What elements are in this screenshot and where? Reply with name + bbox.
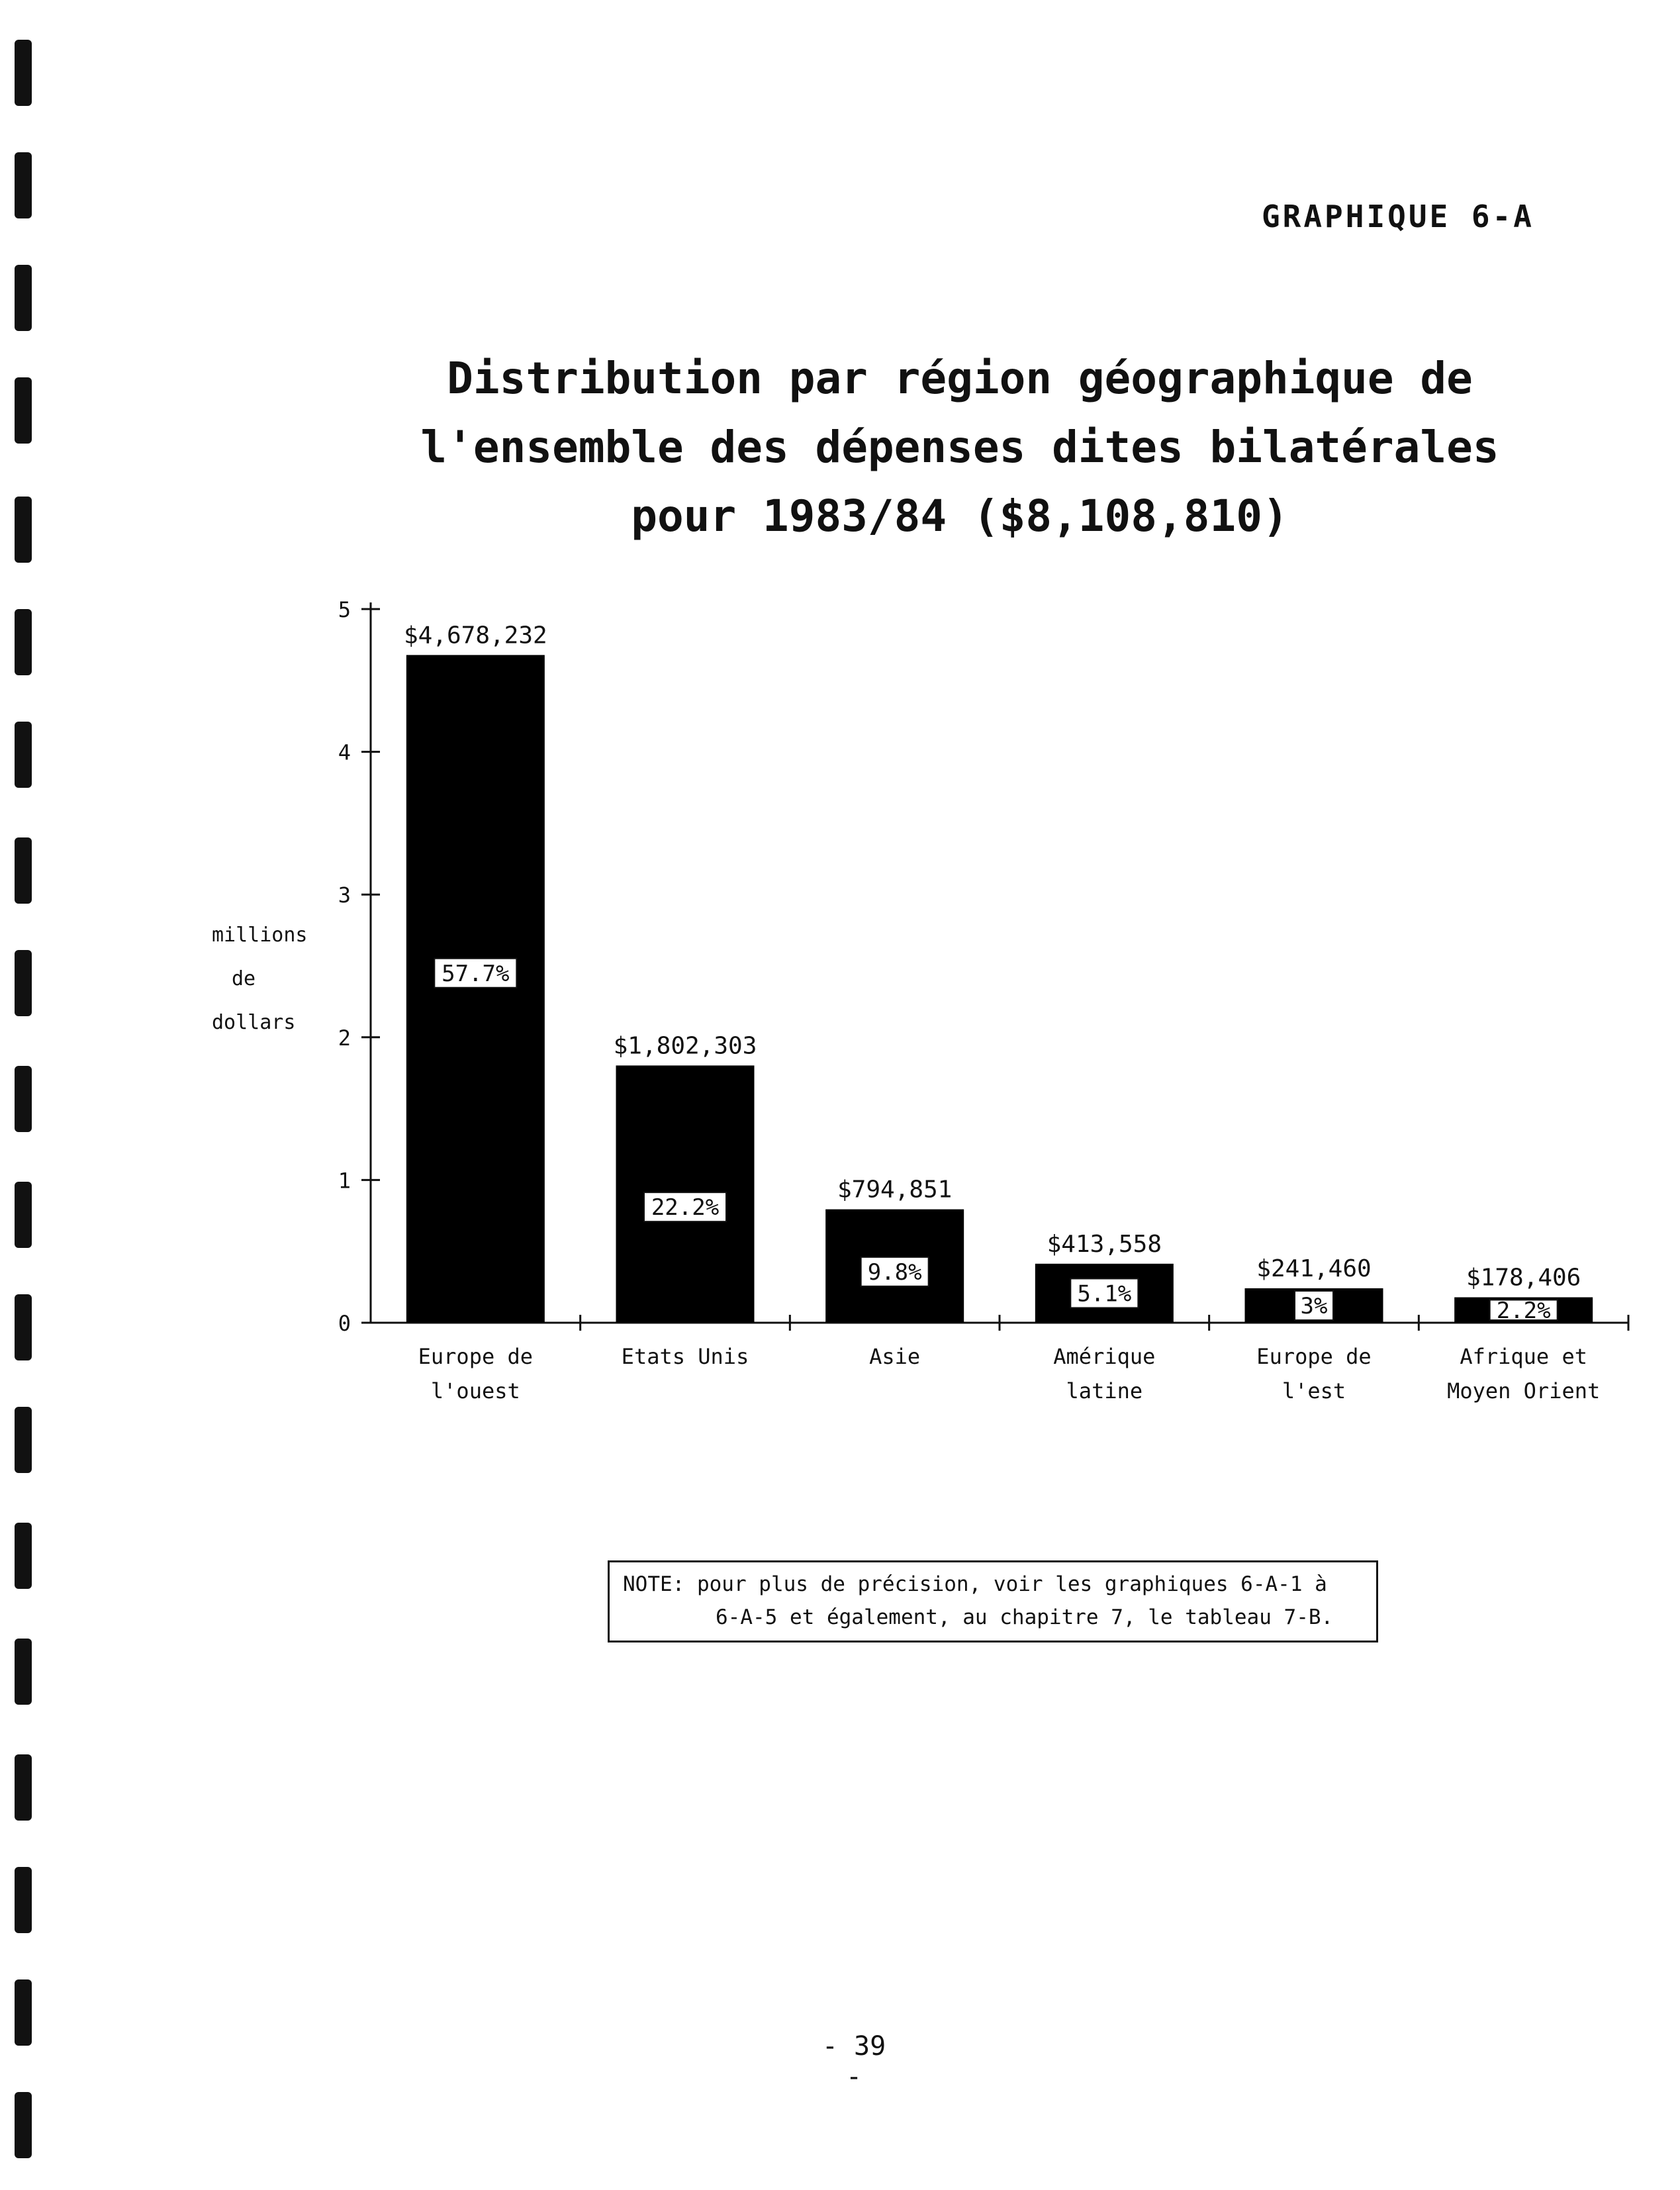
data-label: $794,851: [837, 1176, 953, 1204]
note-line-2: 6-A-5 et également, au chapitre 7, le tableau 7-B.: [716, 1605, 1334, 1629]
x-tick-label: Afrique et: [1460, 1344, 1587, 1369]
chart-title-line-3: pour 1983/84 ($8,108,810): [631, 491, 1289, 542]
percent-label: 3%: [1300, 1292, 1328, 1319]
note-line-1: NOTE: pour plus de précision, voir les graphiques 6-A-1 à: [623, 1572, 1327, 1596]
figure-label: GRAPHIQUE 6-A: [1261, 199, 1534, 234]
y-tick-label: 1: [338, 1168, 351, 1194]
data-label: $241,460: [1256, 1255, 1372, 1282]
percent-label: 22.2%: [651, 1194, 720, 1221]
chart-title-line-1: Distribution par région géographique de: [447, 353, 1473, 404]
page-number: - 39 -: [821, 2031, 886, 2092]
percent-label: 5.1%: [1077, 1280, 1132, 1308]
x-tick-label: l'ouest: [430, 1378, 520, 1404]
x-tick-label: latine: [1066, 1378, 1143, 1404]
data-label: $413,558: [1047, 1230, 1162, 1258]
y-axis-label-line-1: millions: [212, 924, 308, 947]
x-tick-label: l'est: [1282, 1378, 1346, 1404]
data-label: $1,802,303: [613, 1032, 757, 1060]
y-axis-label-line-3: dollars: [212, 1011, 296, 1034]
y-axis-label-line-2: de: [232, 967, 256, 990]
y-tick-label: 4: [338, 739, 351, 765]
x-tick-label: Asie: [869, 1344, 921, 1369]
x-tick-label: Europe de: [418, 1344, 534, 1369]
percent-label: 57.7%: [442, 960, 510, 987]
data-label: $178,406: [1466, 1264, 1581, 1292]
x-tick-label: Moyen Orient: [1447, 1378, 1601, 1404]
x-tick-label: Amérique: [1053, 1344, 1156, 1369]
y-tick-label: 2: [338, 1025, 351, 1051]
data-label: $4,678,232: [403, 622, 547, 649]
x-tick-label: Europe de: [1256, 1344, 1372, 1369]
x-tick-label: Etats Unis: [621, 1344, 749, 1369]
chart-title-line-2: l'ensemble des dépenses dites bilatérales: [420, 422, 1499, 473]
y-tick-label: 0: [338, 1311, 351, 1336]
y-tick-label: 5: [338, 597, 351, 622]
note-box: [608, 1560, 1378, 1643]
percent-label: 2.2%: [1496, 1297, 1551, 1324]
percent-label: 9.8%: [867, 1259, 922, 1286]
y-tick-label: 3: [338, 882, 351, 908]
bar: [406, 655, 545, 1323]
